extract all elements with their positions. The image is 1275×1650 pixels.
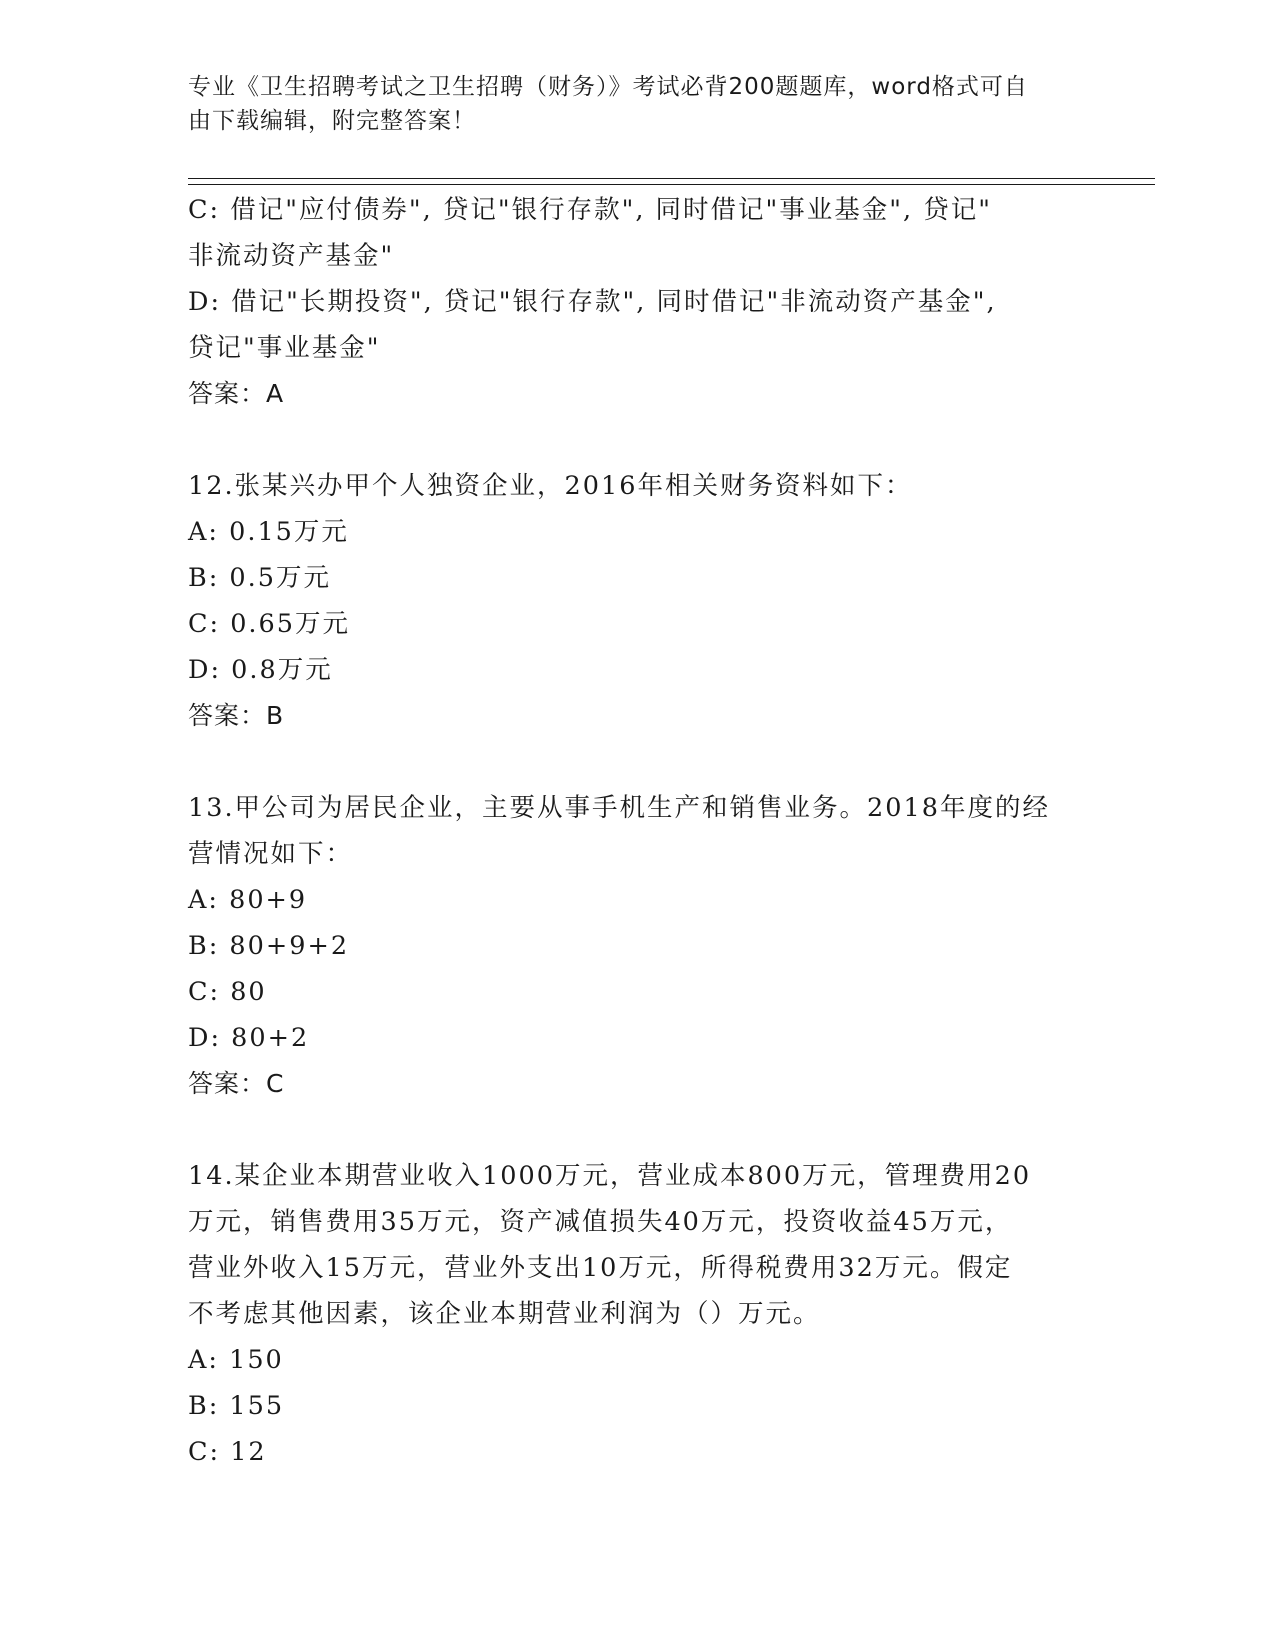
header-title-line-1: 专业《卫生招聘考试之卫生招聘（财务）》考试必背200题题库，word格式可自	[188, 74, 1028, 100]
answer-label: 答案：B	[188, 701, 285, 730]
answer-label: 答案：C	[188, 1069, 285, 1098]
question-14	[188, 1153, 1088, 1475]
option-a: A: 0.15万元	[188, 517, 349, 547]
option-b: B: 0.5万元	[188, 563, 331, 593]
spacer	[188, 1107, 1088, 1153]
question-13	[188, 785, 1088, 1107]
option-c: C: 12	[188, 1437, 267, 1467]
question-stem-line-1: 14.某企业本期营业收入1000万元，营业成本800万元，管理费用20	[188, 1161, 1032, 1191]
option-b: B: 155	[188, 1391, 285, 1421]
question-stem-line-2: 万元，销售费用35万元，资产减值损失40万元，投资收益45万元，	[188, 1207, 1013, 1237]
question-stem-line-1: 13.甲公司为居民企业，主要从事手机生产和销售业务。2018年度的经	[188, 793, 1050, 823]
option-b: B: 80+9+2	[188, 931, 350, 961]
option-c-line-1: C: 借记"应付债券", 贷记"银行存款", 同时借记"事业基金", 贷记"	[188, 195, 992, 225]
header-divider-bottom	[188, 184, 1155, 185]
answer-label: 答案：A	[188, 379, 285, 408]
document-header	[188, 70, 1068, 138]
option-a: A: 80+9	[188, 885, 308, 915]
option-a: A: 150	[188, 1345, 284, 1375]
option-d-line-2: 贷记"事业基金"	[188, 333, 381, 363]
question-stem: 12.张某兴办甲个人独资企业，2016年相关财务资料如下：	[188, 471, 913, 501]
option-d-line-1: D: 借记"长期投资", 贷记"银行存款", 同时借记"非流动资产基金",	[188, 287, 997, 317]
question-11-tail	[188, 187, 1088, 417]
spacer	[188, 739, 1088, 785]
question-content	[188, 187, 1088, 1475]
option-c: C: 0.65万元	[188, 609, 350, 639]
question-stem-line-4: 不考虑其他因素，该企业本期营业利润为（）万元。	[188, 1299, 821, 1329]
header-title-line-2: 由下载编辑，附完整答案！	[188, 108, 476, 134]
spacer	[188, 417, 1088, 463]
question-12	[188, 463, 1088, 739]
option-d: D: 80+2	[188, 1023, 310, 1053]
question-stem-line-3: 营业外收入15万元，营业外支出10万元，所得税费用32万元。假定	[188, 1253, 1013, 1283]
option-c: C: 80	[188, 977, 267, 1007]
option-d: D: 0.8万元	[188, 655, 333, 685]
header-divider-top	[188, 178, 1155, 179]
option-c-line-2: 非流动资产基金"	[188, 241, 395, 271]
question-stem-line-2: 营情况如下：	[188, 839, 354, 869]
